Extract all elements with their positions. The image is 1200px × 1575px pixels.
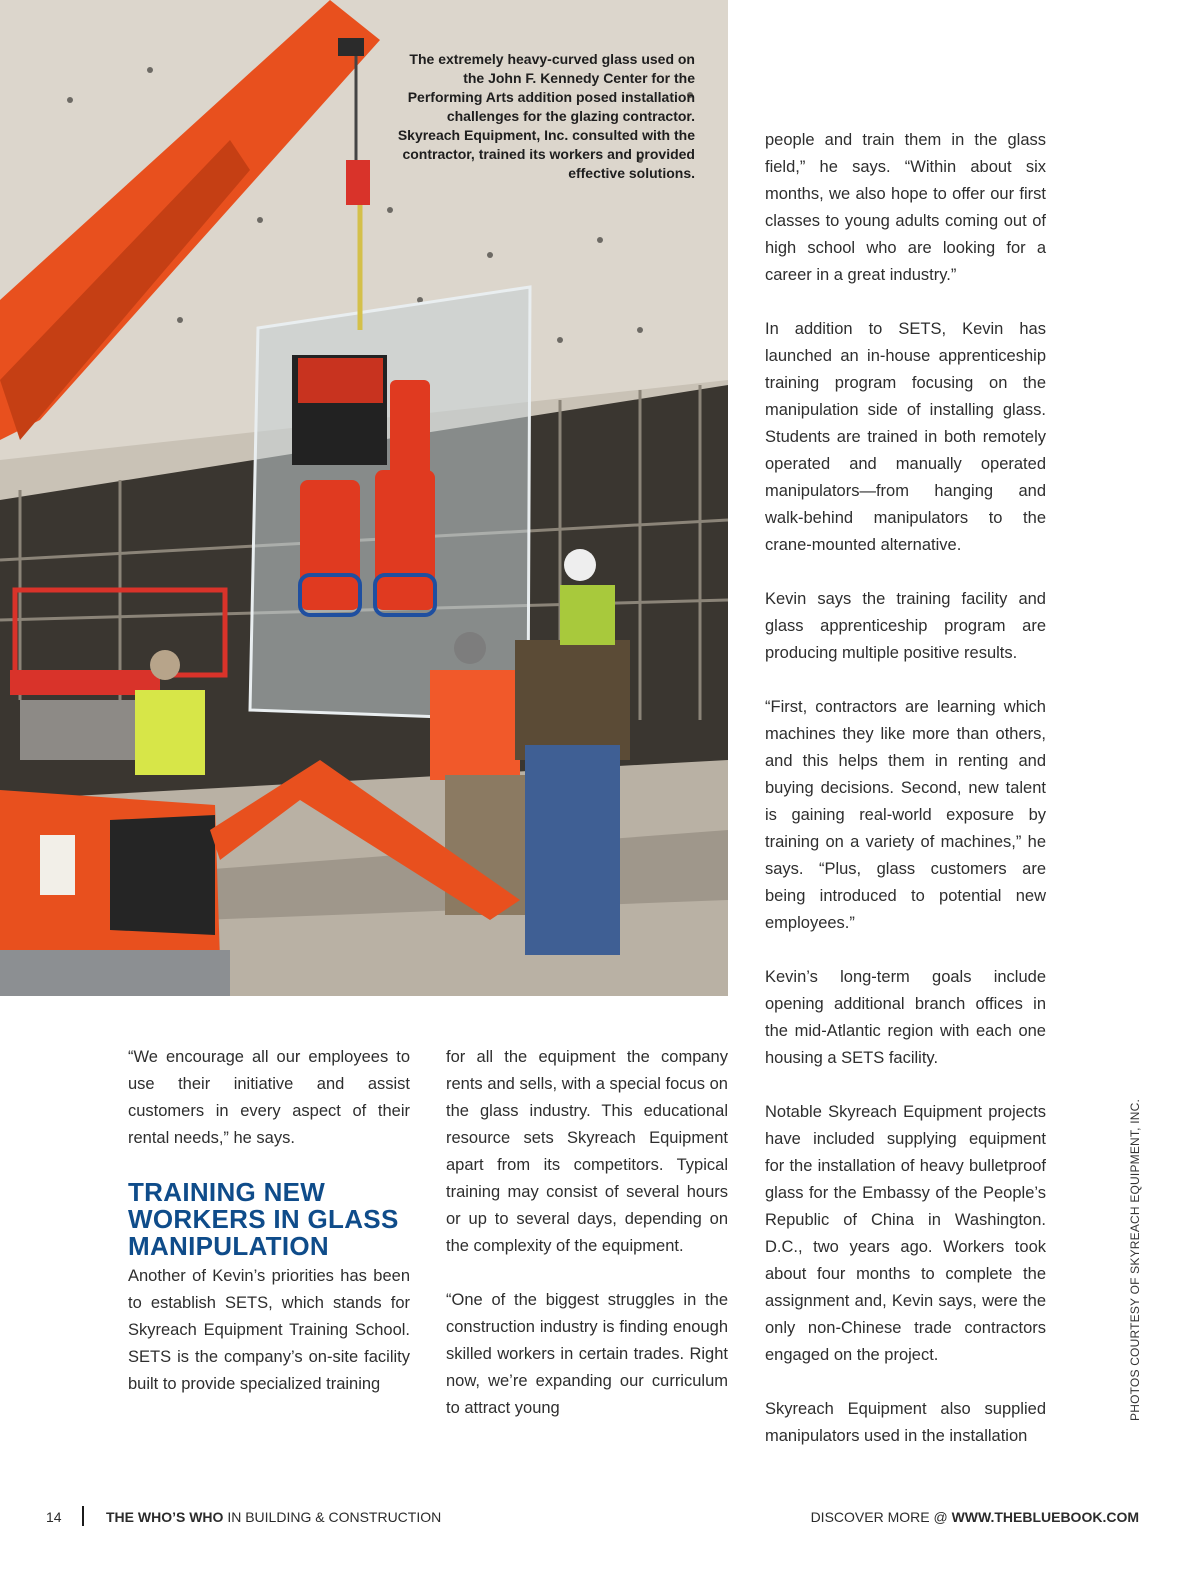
publication-title-rest: IN BUILDING & CONSTRUCTION [223,1509,442,1525]
page-footer [0,1502,1200,1532]
article-column-1 [128,1044,410,1398]
paragraph: Skyreach Equipment also supplied manipulators used in the installation [765,1400,1046,1445]
paragraph: people and train them in the glass field,” he says. “Within about six months, we also hope to offer our first classes to young adults coming out of high school who are looking for a career in a great industry.” [765,131,1046,284]
article-column-3 [765,127,1046,1450]
paragraph: Notable Skyreach Equipment projects have included supplying equipment for the installation of heavy bulletproof glass for the Embassy of the People’s Republic of China in Washington. D.C., two years ago. Workers took about four months to complete the assignment and, Kevin says, were the only non-Chinese trade contractors engaged on the project. [765,1103,1046,1364]
publication-title-bold: THE WHO’S WHO [106,1509,224,1525]
construction-photo [0,0,728,996]
paragraph: “We encourage all our employees to use their initiative and assist customers in every aspect of their rental needs,” he says. [128,1048,410,1147]
photo-credit: PHOTOS COURTESY OF SKYREACH EQUIPMENT, INC. [1128,1099,1142,1421]
discover-label: DISCOVER MORE @ [810,1509,952,1525]
paragraph: “One of the biggest struggles in the construction industry is finding enough skilled workers in certain trades. Right now, we’re expanding our curriculum to attract young [446,1291,728,1417]
discover-more [811,1509,1139,1525]
paragraph: Kevin says the training facility and glass apprenticeship program are producing multiple positive results. [765,590,1046,662]
paragraph: Another of Kevin’s priorities has been to establish SETS, which stands for Skyreach Equipment Training School. SETS is the company’s on-site facility built to provide specialized training [128,1267,410,1393]
website-link[interactable]: WWW.THEBLUEBOOK.COM [951,1509,1139,1525]
photo-caption: The extremely heavy-curved glass used on the John F. Kennedy Center for the Performing Arts addition posed installation challenges for the glazing contractor. Skyreach Equipment, Inc. consulted with the contractor, trained its workers and provided effective solutions. [397,51,695,181]
paragraph: In addition to SETS, Kevin has launched an in-house apprenticeship training program focusing on the manipulation side of installing glass. Students are trained in both remotely operated and manually operated manipulators—from hanging and walk-behind manipulators to the crane-mounted alternative. [765,320,1046,554]
paragraph: for all the equipment the company rents and sells, with a special focus on the glass industry. This educational resource sets Skyreach Equipment apart from its competitors. Typical training may consist of several hours or up to several days, depending on the complexity of the equipment. [446,1048,728,1255]
article-column-2 [446,1044,728,1422]
paragraph: Kevin’s long-term goals include opening additional branch offices in the mid-Atlantic region with each one housing a SETS facility. [765,968,1046,1067]
publication-title [106,1509,441,1525]
footer-divider [82,1506,84,1526]
paragraph: “First, contractors are learning which machines they like more than others, and this helps them in renting and buying decisions. Second, new talent is gaining real-world exposure by training on a variety of machines,” he says. “Plus, glass customers are being introduced to potential new employees.” [765,698,1046,932]
section-heading: TRAINING NEW WORKERS IN GLASS MANIPULATION [128,1177,399,1261]
page-number: 14 [46,1509,62,1525]
